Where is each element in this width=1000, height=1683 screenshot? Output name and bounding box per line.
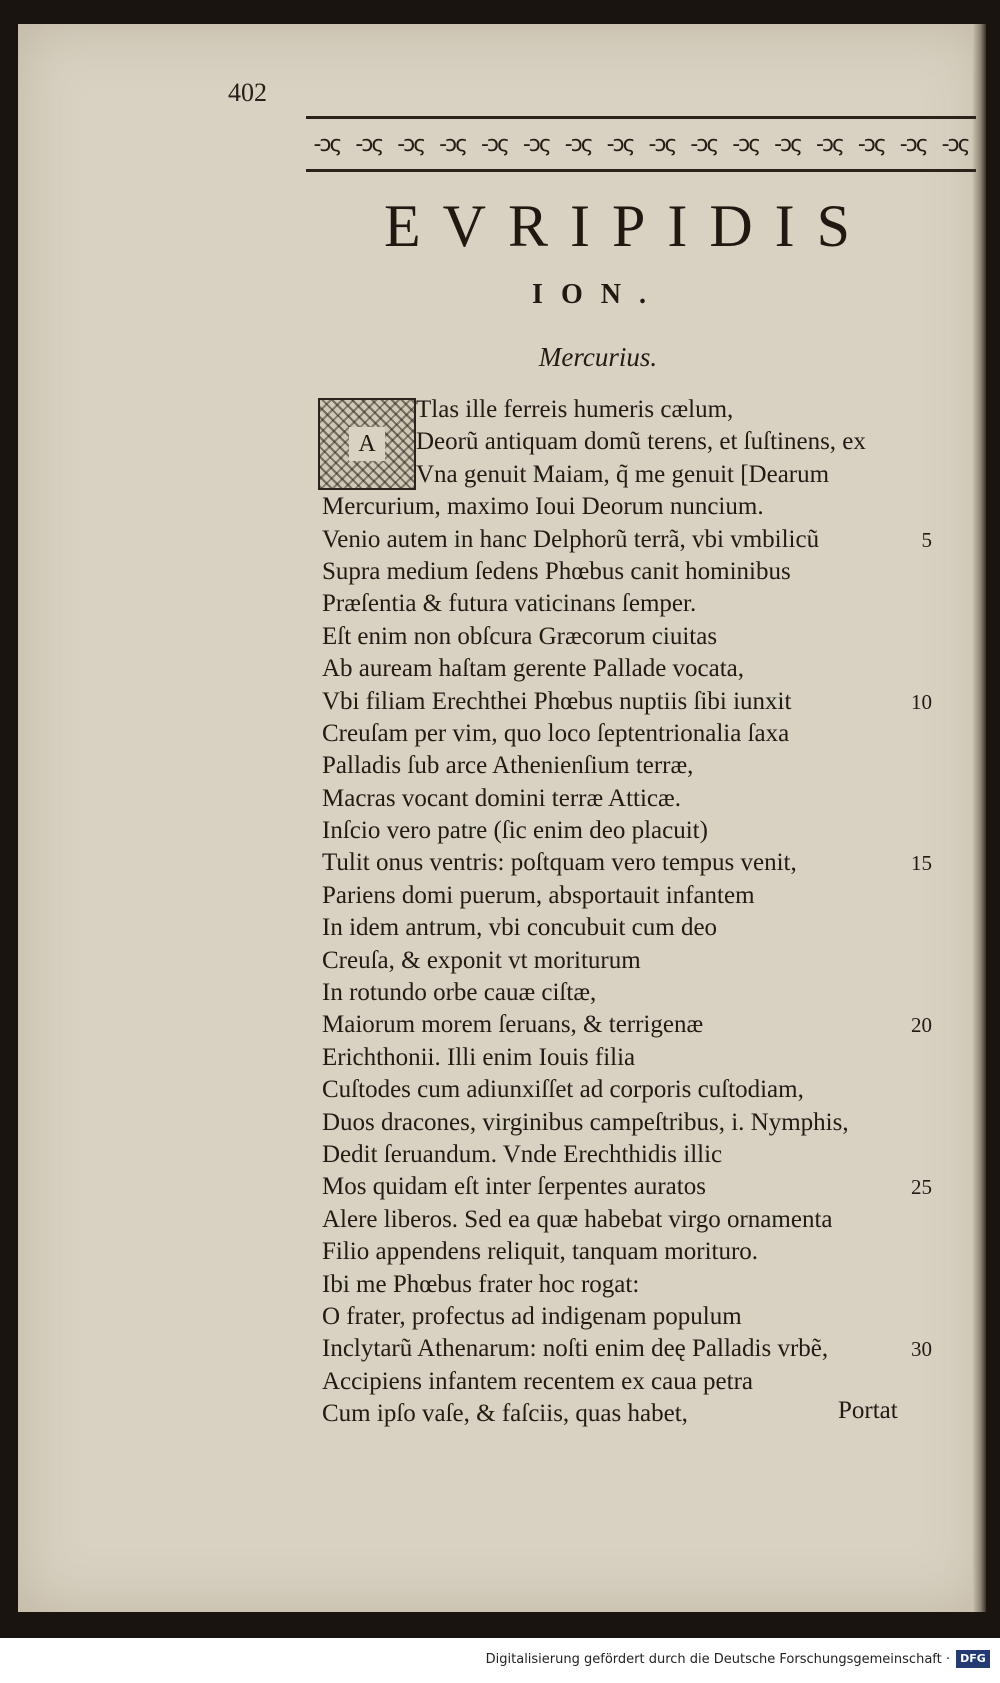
verse-text: Præſentia & futura vaticinans ſemper. (322, 590, 697, 618)
verse-text: Erichthonii. Illi enim Iouis filia (322, 1043, 636, 1071)
verse-line (322, 1236, 932, 1268)
ornament-glyph: -ↄς (564, 131, 592, 157)
book-page (18, 24, 986, 1612)
verse-text: In idem antrum, vbi concubuit cum deo (322, 914, 718, 942)
verse-text: Ab auream haſtam gerente Pallade vocata, (322, 655, 745, 683)
verse-line (322, 653, 932, 685)
verse-text: O frater, profectus ad indigenam populum (322, 1302, 742, 1330)
verse-line (322, 491, 932, 523)
verse-text: Tulit onus ventris: poſtquam vero tempus venit, (322, 849, 797, 877)
ornament-band (306, 116, 976, 172)
verse-line (322, 1269, 932, 1301)
line-number: 30 (911, 1337, 932, 1362)
verse-line (322, 783, 932, 815)
verse-line (322, 426, 932, 458)
verse-list (322, 394, 932, 1431)
verse-line (322, 1009, 932, 1041)
verse-text: Maiorum morem ſeruans, & terrigenæ (322, 1011, 704, 1039)
verse-text: Vbi filiam Erechthei Phœbus nuptiis ſibi iunxit (322, 687, 792, 715)
verse-text: Macras vocant domini terræ Atticæ. (322, 784, 681, 812)
verse-line (322, 588, 932, 620)
ornament-glyph: -ↄς (774, 131, 802, 157)
verse-line (322, 524, 932, 556)
verse-line (322, 686, 932, 718)
catchword: Portat (838, 1397, 898, 1424)
verse-line (322, 945, 932, 977)
verse-text: Filio appendens reliquit, tanquam morituro. (322, 1238, 759, 1266)
verse-text: Ibi me Phœbus frater hoc rogat: (322, 1270, 640, 1298)
verse-line (322, 1074, 932, 1106)
verse-text: Deorũ antiquam domũ terens, et ſuſtinens, ex (416, 428, 866, 456)
verse-line (322, 1204, 932, 1236)
ornament-glyph: -ↄς (899, 131, 927, 157)
line-number: 15 (911, 851, 932, 876)
line-number: 25 (911, 1175, 932, 1200)
ornament-glyph: -ↄς (857, 131, 885, 157)
verse-line (322, 1139, 932, 1171)
verse-text: Mos quidam eſt inter ſerpentes auratos (322, 1173, 706, 1201)
ornament-glyph: -ↄς (355, 131, 383, 157)
verse-text: Venio autem in hanc Delphorũ terrã, vbi vmbilicũ (322, 525, 820, 553)
verse-line (322, 621, 932, 653)
verse-text: Pariens domi puerum, absportauit infantem (322, 881, 755, 909)
line-number: 20 (911, 1013, 932, 1038)
verse-line (322, 750, 932, 782)
ornament-glyph: -ↄς (941, 131, 969, 157)
verse-line (322, 718, 932, 750)
verse-line (322, 977, 932, 1009)
verse-line (322, 1171, 932, 1203)
verse-text: Palladis ſub arce Athenienſium terræ, (322, 752, 694, 780)
page-edge (972, 24, 986, 1612)
verse-text: Cum ipſo vaſe, & faſciis, quas habet, (322, 1400, 688, 1428)
ornament-glyph: -ↄς (522, 131, 550, 157)
page-title: EVRIPIDIS (383, 193, 872, 259)
verse-text: Tlas ille ferreis humeris cælum, (416, 396, 734, 423)
ornament-glyph: -ↄς (439, 131, 467, 157)
ornament-glyph: -ↄς (815, 131, 843, 157)
ornament-glyph: -ↄς (648, 131, 676, 157)
verse-text: Eſt enim non obſcura Græcorum ciuitas (322, 622, 718, 650)
drop-cap-letter: A (349, 427, 385, 461)
verse-line (322, 1042, 932, 1074)
verse-text: In rotundo orbe cauæ ciſtæ, (322, 979, 597, 1007)
verse-line (322, 1333, 932, 1365)
ornament-glyph: -ↄς (480, 131, 508, 157)
verse-line (322, 880, 932, 912)
ornament-glyph: -ↄς (606, 131, 634, 157)
ornament-glyph: -ↄς (732, 131, 760, 157)
verse-text: Inclytarũ Athenarum: noſti enim deę Palladis vrbẽ, (322, 1335, 829, 1363)
verse-line (322, 459, 932, 491)
digitization-footer (0, 1638, 1000, 1683)
verse-text: Mercurium, maximo Ioui Deorum nuncium. (322, 493, 764, 521)
play-title: ION. (532, 279, 664, 310)
verse-text: Dedit ſeruandum. Vnde Erechthidis illic (322, 1140, 723, 1168)
verse-text: Cuſtodes cum adiunxiſſet ad corporis cuſtodiam, (322, 1076, 804, 1104)
verse-text: Creuſa, & exponit vt moriturum (322, 946, 641, 974)
verse-line (322, 1366, 932, 1398)
verse-line (322, 815, 932, 847)
verse-text: Vna genuit Maiam, q̃ me genuit [Dearum (416, 460, 830, 488)
verse-text: Inſcio vero patre (ſic enim deo placuit) (322, 817, 708, 845)
ornament-glyph: -ↄς (690, 131, 718, 157)
verse-line (322, 1301, 932, 1333)
verse-text: Duos dracones, virginibus campeſtribus, i. Nymphis, (322, 1108, 849, 1136)
ornament-glyph: -ↄς (397, 131, 425, 157)
line-number: 10 (911, 689, 932, 714)
verse-line (322, 847, 932, 879)
verse-line (322, 394, 932, 426)
line-number: 5 (921, 527, 932, 552)
speaker-name: Mercurius. (538, 342, 658, 372)
dfg-logo: DFG (956, 1650, 990, 1668)
verse-text: Supra medium ſedens Phœbus canit hominibus (322, 557, 791, 585)
verse-text: Accipiens infantem recentem ex caua petra (322, 1367, 754, 1395)
verse-line (322, 912, 932, 944)
footer-credit: Digitalisierung gefördert durch die Deutsche Forschungsgemeinschaft · (485, 1652, 950, 1667)
verse-text: Alere liberos. Sed ea quæ habebat virgo ornamenta (322, 1205, 833, 1233)
page-number: 402 (228, 78, 267, 107)
verse-line (322, 556, 932, 588)
verse-line (322, 1107, 932, 1139)
verse-text: Creuſam per vim, quo loco ſeptentrionalia ſaxa (322, 719, 790, 747)
ornament-glyph: -ↄς (313, 131, 341, 157)
